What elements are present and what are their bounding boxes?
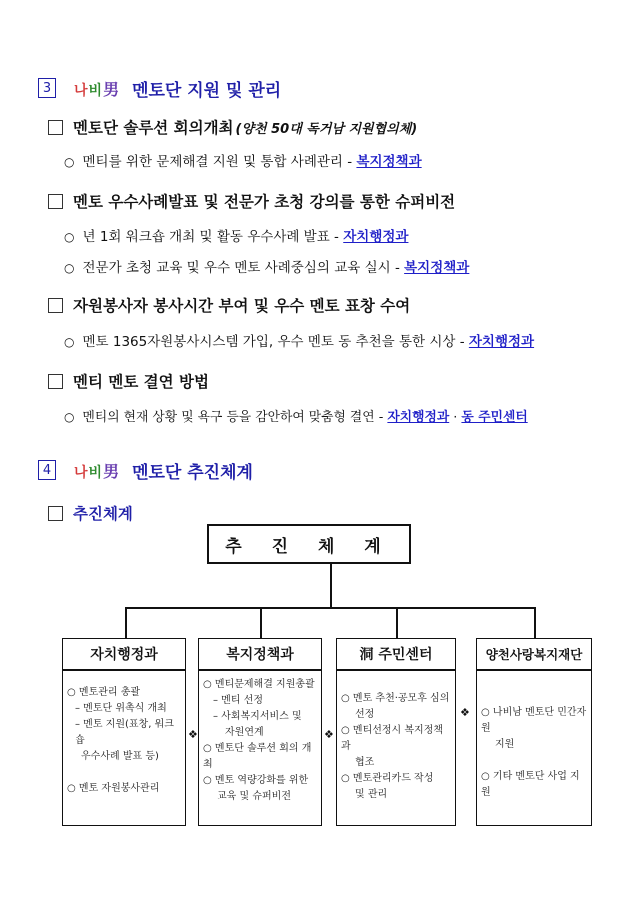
dept-link: 동 주민센터: [461, 410, 528, 425]
org-col-head: 양천사랑복지재단: [476, 638, 592, 670]
org-chart-title: 추 진 체 계: [207, 524, 411, 564]
connector-line: [260, 607, 262, 638]
connector-line: [396, 607, 398, 638]
bullet-item: ○ 멘토 1365자원봉사시스템 가입, 우수 멘토 동 추천을 통한 시상 - 자치행정과: [64, 334, 535, 350]
item-matching-method: 멘티 멘토 결연 방법: [48, 370, 209, 392]
connector-line: [330, 564, 332, 608]
diamond-connector-icon: ❖: [188, 728, 198, 741]
org-col-body: ○ 나비남 멘토단 민간자원 지원 ○ 기타 멘토단 사업 지원: [476, 670, 592, 826]
org-col-body: ○ 멘토관리 총괄 – 멘토단 위촉식 개최 – 멘토 지원(표창, 워크숍 우수사례 발표 등) ○ 멘토 자원봉사관리: [62, 670, 186, 826]
dept-link: 자치행정과: [387, 410, 450, 425]
circle-bullet-icon: ○: [64, 230, 75, 244]
nabinam-logo: 나비男: [74, 461, 121, 481]
section-title: 멘토단 추진체계: [132, 462, 253, 483]
square-bullet-icon: [48, 374, 63, 389]
item-solution-meeting: 멘토단 솔루션 회의개최 (양천 50대 독거남 지원협의체): [48, 116, 417, 138]
square-bullet-icon: [48, 298, 63, 313]
org-col-body: ○ 멘토 추천·공모후 심의 선정 ○ 멘티선정시 복지정책과 협조 ○ 멘토관리카드 작성 및 관리: [336, 670, 456, 826]
section-title: 멘토단 지원 및 관리: [132, 80, 282, 101]
square-bullet-icon: [48, 120, 63, 135]
bullet-item: ○ 년 1회 워크숍 개최 및 활동 우수사례 발표 - 자치행정과: [64, 229, 409, 245]
dept-link: 자치행정과: [468, 334, 535, 350]
org-col-head: 복지정책과: [198, 638, 322, 670]
section-3-heading: [38, 76, 281, 100]
connector-line: [534, 607, 536, 638]
bullet-item: ○ 전문가 초청 교육 및 우수 멘토 사례중심의 교육 실시 - 복지정책과: [64, 260, 470, 276]
circle-bullet-icon: ○: [64, 261, 75, 275]
square-bullet-icon: [48, 194, 63, 209]
connector-line: [125, 607, 535, 609]
circle-bullet-icon: ○: [64, 410, 75, 424]
org-col-head: 洞 주민센터: [336, 638, 456, 670]
bullet-item: ○ 멘티를 위한 문제해결 지원 및 통합 사례관리 - 복지정책과: [64, 154, 422, 170]
bullet-item: ○ 멘티의 현재 상황 및 욕구 등을 감안하여 맞춤형 결연 - 자치행정과 · 동 주민센터: [64, 410, 528, 425]
dept-link: 복지정책과: [404, 260, 470, 276]
section-4-heading: [38, 458, 253, 482]
circle-bullet-icon: ○: [64, 335, 75, 349]
org-col-body: ○ 멘티문제해결 지원총괄 – 멘티 선정 – 사회복지서비스 및 자원연계 ○ 멘토단 솔루션 회의 개최 ○ 멘토 역량강화를 위한 교육 및 슈퍼비전: [198, 670, 322, 826]
item-supervision: 멘토 우수사례발표 및 전문가 초청 강의를 통한 슈퍼비전: [48, 190, 455, 212]
section-number: 4: [38, 460, 56, 480]
connector-line: [125, 607, 127, 638]
section-number: 3: [38, 78, 56, 98]
square-bullet-icon: [48, 506, 63, 521]
org-col-head: 자치행정과: [62, 638, 186, 670]
circle-bullet-icon: ○: [64, 155, 75, 169]
item-system: 추진체계: [48, 502, 133, 524]
diamond-connector-icon: ❖: [324, 728, 334, 741]
dept-link: 자치행정과: [343, 229, 409, 245]
item-volunteer-hours: 자원봉사자 봉사시간 부여 및 우수 멘토 표창 수여: [48, 294, 410, 316]
nabinam-logo: 나비男: [74, 79, 121, 99]
dept-link: 복지정책과: [356, 154, 422, 170]
diamond-connector-icon: ❖: [460, 706, 470, 719]
